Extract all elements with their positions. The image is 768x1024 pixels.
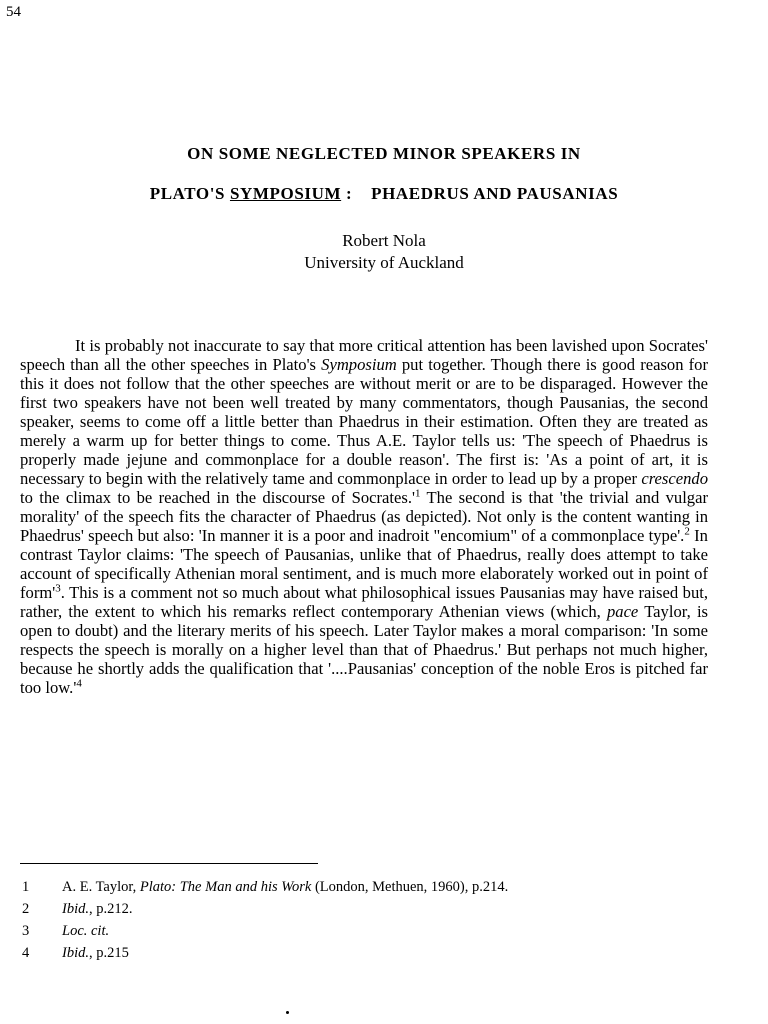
paper-title-line-1: ON SOME NEGLECTED MINOR SPEAKERS IN [187, 144, 581, 163]
text-run: put together. Though there is good reason for this it does not follow that the other speeches are without merit or are to be disparaged. However the first two speakers have not been well treated by many commentators, though Pausanias, the second speaker, seems to come off a little better than Phaedrus in their estimation. Often they are treated as merely a warm up for better things to come. Thus A.E. Taylor tells us: 'The speech of Phaedrus is properly made jejune and commonplace for a double reason'. The first is: 'As a point of art, it is necessary to begin with the relatively tame and commonplace in order to lead up by a proper [20, 355, 708, 488]
footnote-ref: 4 [76, 677, 82, 690]
author-affiliation: University of Auckland [304, 253, 464, 272]
paper-title-line-2 [0, 184, 768, 204]
footnote-3 [22, 920, 508, 942]
title-separator: : [346, 184, 353, 203]
page-number: 54 [6, 4, 21, 20]
footnote-4 [22, 942, 508, 964]
text-run: , p.215 [88, 945, 129, 961]
title-prefix: PLATO'S [149, 184, 226, 203]
text-run: (London, Methuen, 1960), p.214. [311, 879, 509, 895]
text-run: , p.212. [88, 901, 133, 917]
title-suffix: PHAEDRUS AND PAUSANIAS [371, 184, 619, 203]
footnote-number: 2 [22, 901, 30, 917]
text-run: In contrast Taylor claims: 'The speech of Pausanias, unlike that of Phaedrus, really does attempt to take account of specifically Athenian moral sentiment, and is much more elaborately worked out in point of form' [20, 526, 708, 602]
footnote-text [62, 898, 132, 920]
footnote-text [62, 920, 109, 942]
italic-run: Ibid. [62, 945, 89, 961]
footnote-number: 4 [22, 945, 30, 961]
footnote-divider [20, 863, 318, 864]
paragraph [20, 336, 708, 697]
author-name: Robert Nola [342, 231, 426, 250]
italic-run: Ibid. [62, 901, 89, 917]
footnote-ref: 1 [414, 487, 421, 500]
italic-run: Symposium [321, 355, 397, 374]
italic-run: pace [606, 602, 639, 621]
text-run: . This is a comment not so much about what philosophical issues Pausanias may have raised but, rather, the extent to which his remarks reflect contemporary Athenian views (which, [20, 583, 708, 621]
footnote-number: 3 [22, 923, 30, 939]
footnote-text [62, 942, 129, 964]
text-run: to the climax to be reached in the discourse of Socrates.' [20, 488, 415, 507]
footnote-number: 1 [22, 879, 30, 895]
scan-speck [286, 1011, 289, 1014]
footnote-2 [22, 898, 508, 920]
footnote-text [62, 876, 508, 898]
text-run: It is probably not inaccurate to say that more critical attention has been lavished upon Socrates' speech than all the other speeches in Plato's [20, 336, 708, 374]
footnote-ref: 3 [55, 582, 61, 595]
footnotes [22, 876, 508, 964]
text-run: The second is that 'the trivial and vulgar morality' of the speech fits the character of Phaedrus (as depicted). Not only is the content wanting in Phaedrus' speech but also: 'In manner it is a poor and inadroit "encomium" of a commonplace type'. [20, 488, 708, 545]
footnote-1 [22, 876, 508, 898]
body-text [20, 336, 708, 697]
title-underlined-word: SYMPOSIUM [229, 184, 342, 203]
italic-run: Plato: The Man and his Work [139, 879, 312, 895]
italic-run: Loc. cit. [62, 923, 110, 939]
text-run: A. E. Taylor, [62, 879, 140, 895]
italic-run: crescendo [641, 469, 708, 488]
text-run: Taylor, is open to doubt) and the literary merits of his speech. Later Taylor makes a moral comparison: 'In some respects the speech is morally on a higher level than that of Phaedrus.' But perhaps not much higher, because he shortly adds the qualification that '....Pausanias' conception of the noble Eros is pitched far too low.' [20, 602, 709, 697]
footnote-ref: 2 [684, 525, 690, 538]
